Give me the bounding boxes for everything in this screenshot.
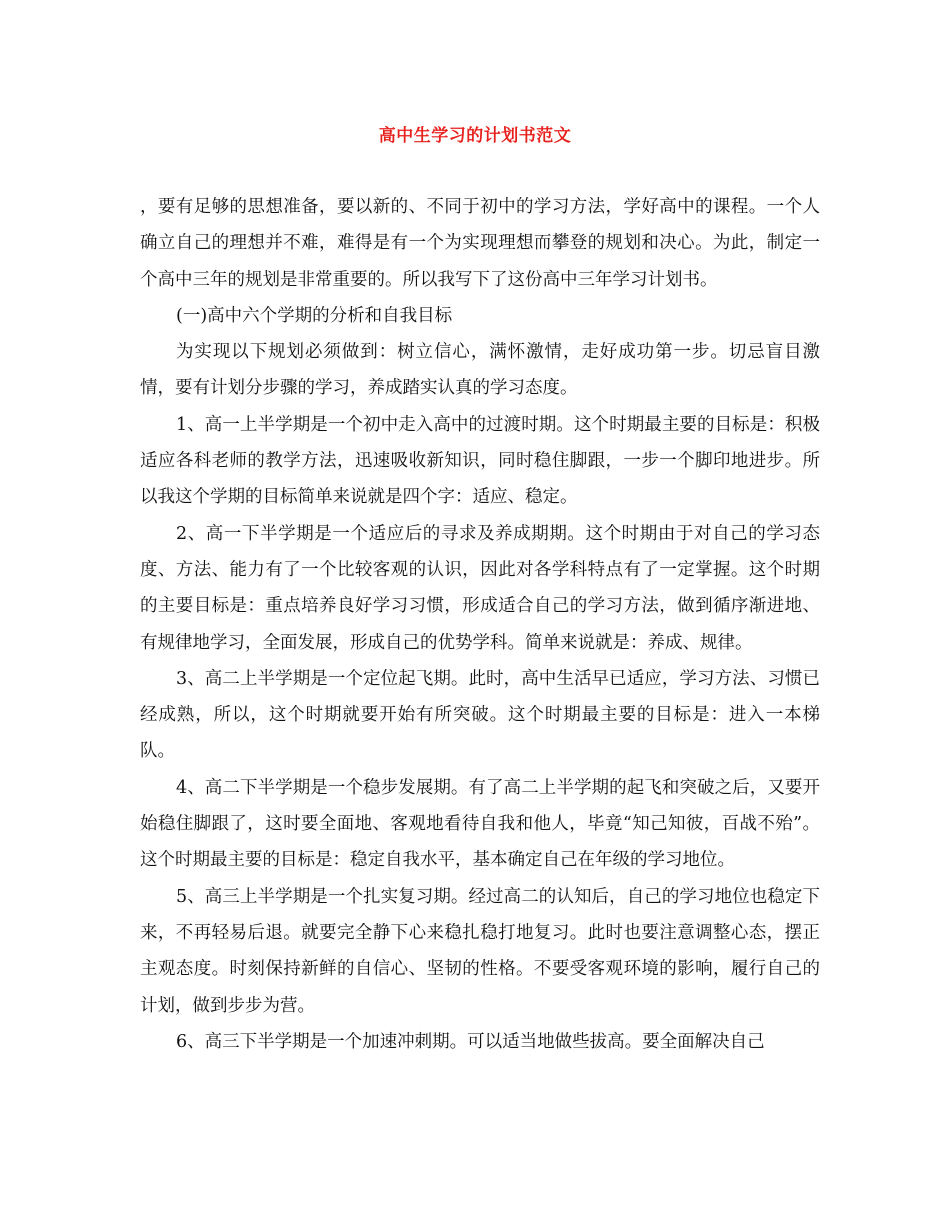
document-title: 高中生学习的计划书范文	[378, 126, 572, 146]
paragraph-intro: ，要有足够的思想准备，要以新的、不同于初中的学习方法，学好高中的课程。一个人确立自己的理想并不难，难得是有一个为实现理想而攀登的规划和决心。为此，制定一个高中三年的规划是非常重要的。所以我写下了这份高中三年学习计划书。	[140, 197, 820, 290]
paragraph-term-2: 2、高一下半学期是一个适应后的寻求及养成期期。这个时期由于对自己的学习态度、方法、能力有了一个比较客观的认识，因此对各学科特点有了一定掌握。这个时期的主要目标是：重点培养良好学习习惯，形成适合自己的学习方法，做到循序渐进地、有规律地学习，全面发展，形成自己的优势学科。简单来说就是：养成、规律。	[140, 523, 820, 653]
paragraph-term-3: 3、高二上半学期是一个定位起飞期。此时，高中生活早已适应，学习方法、习惯已经成熟，所以，这个时期就要开始有所突破。这个时期最主要的目标是：进入一本梯队。	[140, 668, 820, 762]
document-body	[140, 189, 820, 1060]
paragraph-requirements: 为实现以下规划必须做到：树立信心，满怀激情，走好成功第一步。切忌盲目激情，要有计划分步骤的学习，养成踏实认真的学习态度。	[140, 342, 820, 399]
paragraph-term-6: 6、高三下半学期是一个加速冲刺期。可以适当地做些拔高。要全面解决自己	[176, 1031, 765, 1052]
paragraph-term-4: 4、高二下半学期是一个稳步发展期。有了高二上半学期的起飞和突破之后，又要开始稳住脚跟了，这时要全面地、客观地看待自我和他人，毕竟“知己知彼，百战不殆”。这个时期最主要的目标是：稳定自我水平，基本确定自己在年级的学习地位。	[140, 777, 820, 871]
section-heading: (一)高中六个学期的分析和自我目标	[176, 305, 453, 326]
paragraph-term-5: 5、高三上半学期是一个扎实复习期。经过高二的认知后，自己的学习地位也稳定下来，不再轻易后退。就要完全静下心来稳扎稳打地复习。此时也要注意调整心态，摆正主观态度。时刻保持新鲜的自信心、坚韧的性格。不要受客观环境的影响，履行自己的计划，做到步步为营。	[140, 886, 820, 1016]
paragraph-term-1: 1、高一上半学期是一个初中走入高中的过渡时期。这个时期最主要的目标是：积极适应各科老师的教学方法，迅速吸收新知识，同时稳住脚跟，一步一个脚印地进步。所以我这个学期的目标简单来说就是四个字：适应、稳定。	[140, 414, 820, 508]
